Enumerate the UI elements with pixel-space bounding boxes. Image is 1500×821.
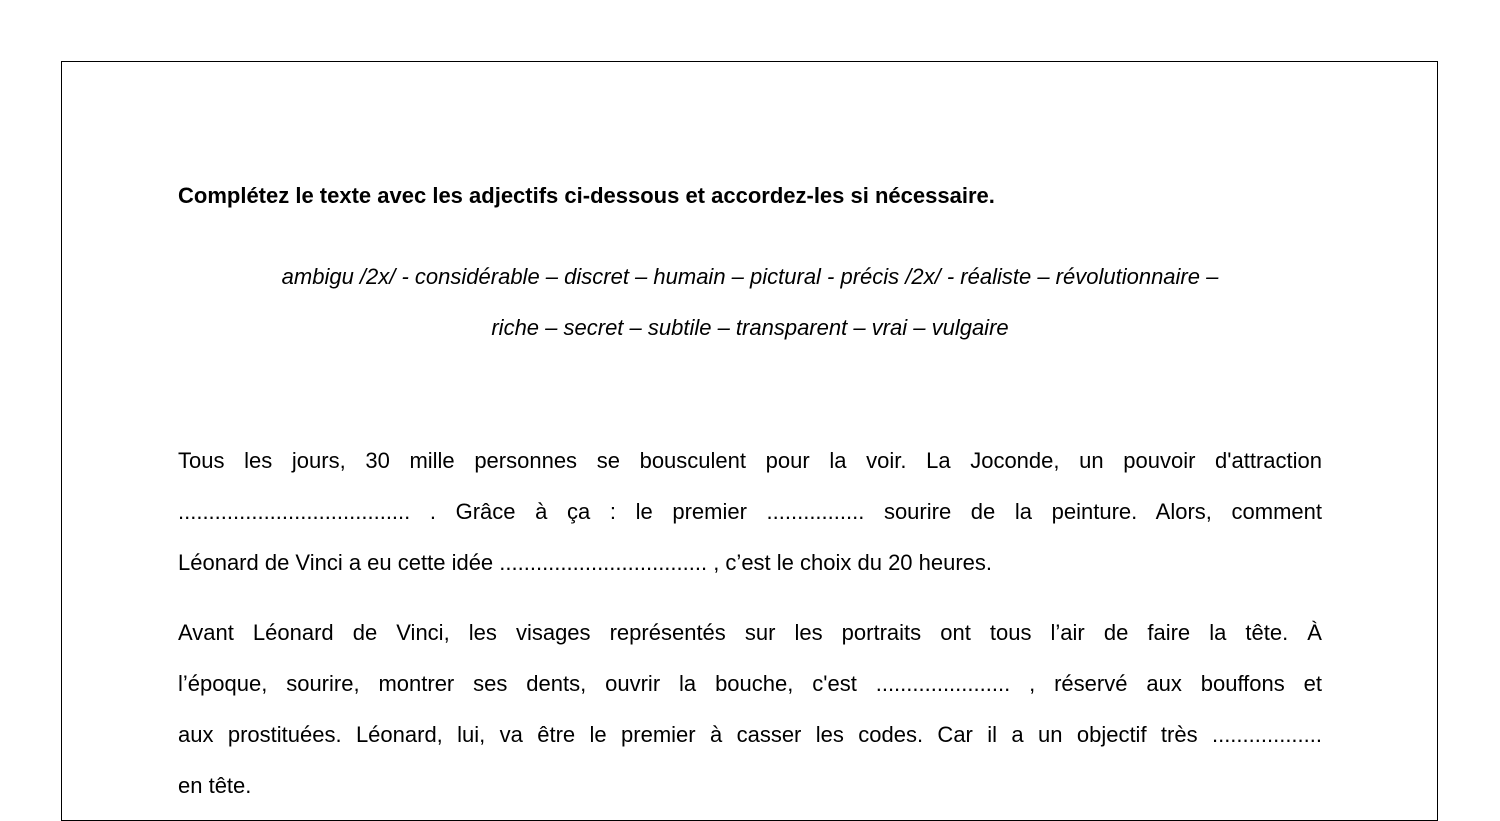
paragraph-1	[178, 435, 1322, 588]
exercise-instruction: Complétez le texte avec les adjectifs ci-dessous et accordez-les si nécessaire.	[178, 183, 995, 208]
paragraph-line: l’époque, sourire, montrer ses dents, ouvrir la bouche, c'est ...................... , réservé aux bouffons et	[178, 671, 1322, 696]
paragraph-line: aux prostituées. Léonard, lui, va être le premier à casser les codes. Car il a un objectif très ..................	[178, 722, 1322, 747]
word-bank-line: riche – secret – subtile – transparent – vrai – vulgaire	[491, 315, 1009, 340]
paragraph-line: ...................................... . Grâce à ça : le premier ................ sourire de la peinture. Alors, comment	[178, 499, 1322, 524]
word-bank	[178, 251, 1322, 353]
paragraph-line: Avant Léonard de Vinci, les visages représentés sur les portraits ont tous l’air de faire la tête. À	[178, 620, 1322, 645]
paragraph-line: Léonard de Vinci a eu cette idée .................................. , c’est le choix du 20 heures.	[178, 550, 993, 575]
paragraph-line: Tous les jours, 30 mille personnes se bousculent pour la voir. La Joconde, un pouvoir d'attraction	[178, 448, 1322, 473]
paragraph-2	[178, 607, 1322, 811]
paragraph-line: en tête.	[178, 773, 252, 798]
word-bank-line: ambigu /2x/ - considérable – discret – humain – pictural - précis /2x/ - réaliste – révolutionnaire –	[281, 264, 1219, 289]
